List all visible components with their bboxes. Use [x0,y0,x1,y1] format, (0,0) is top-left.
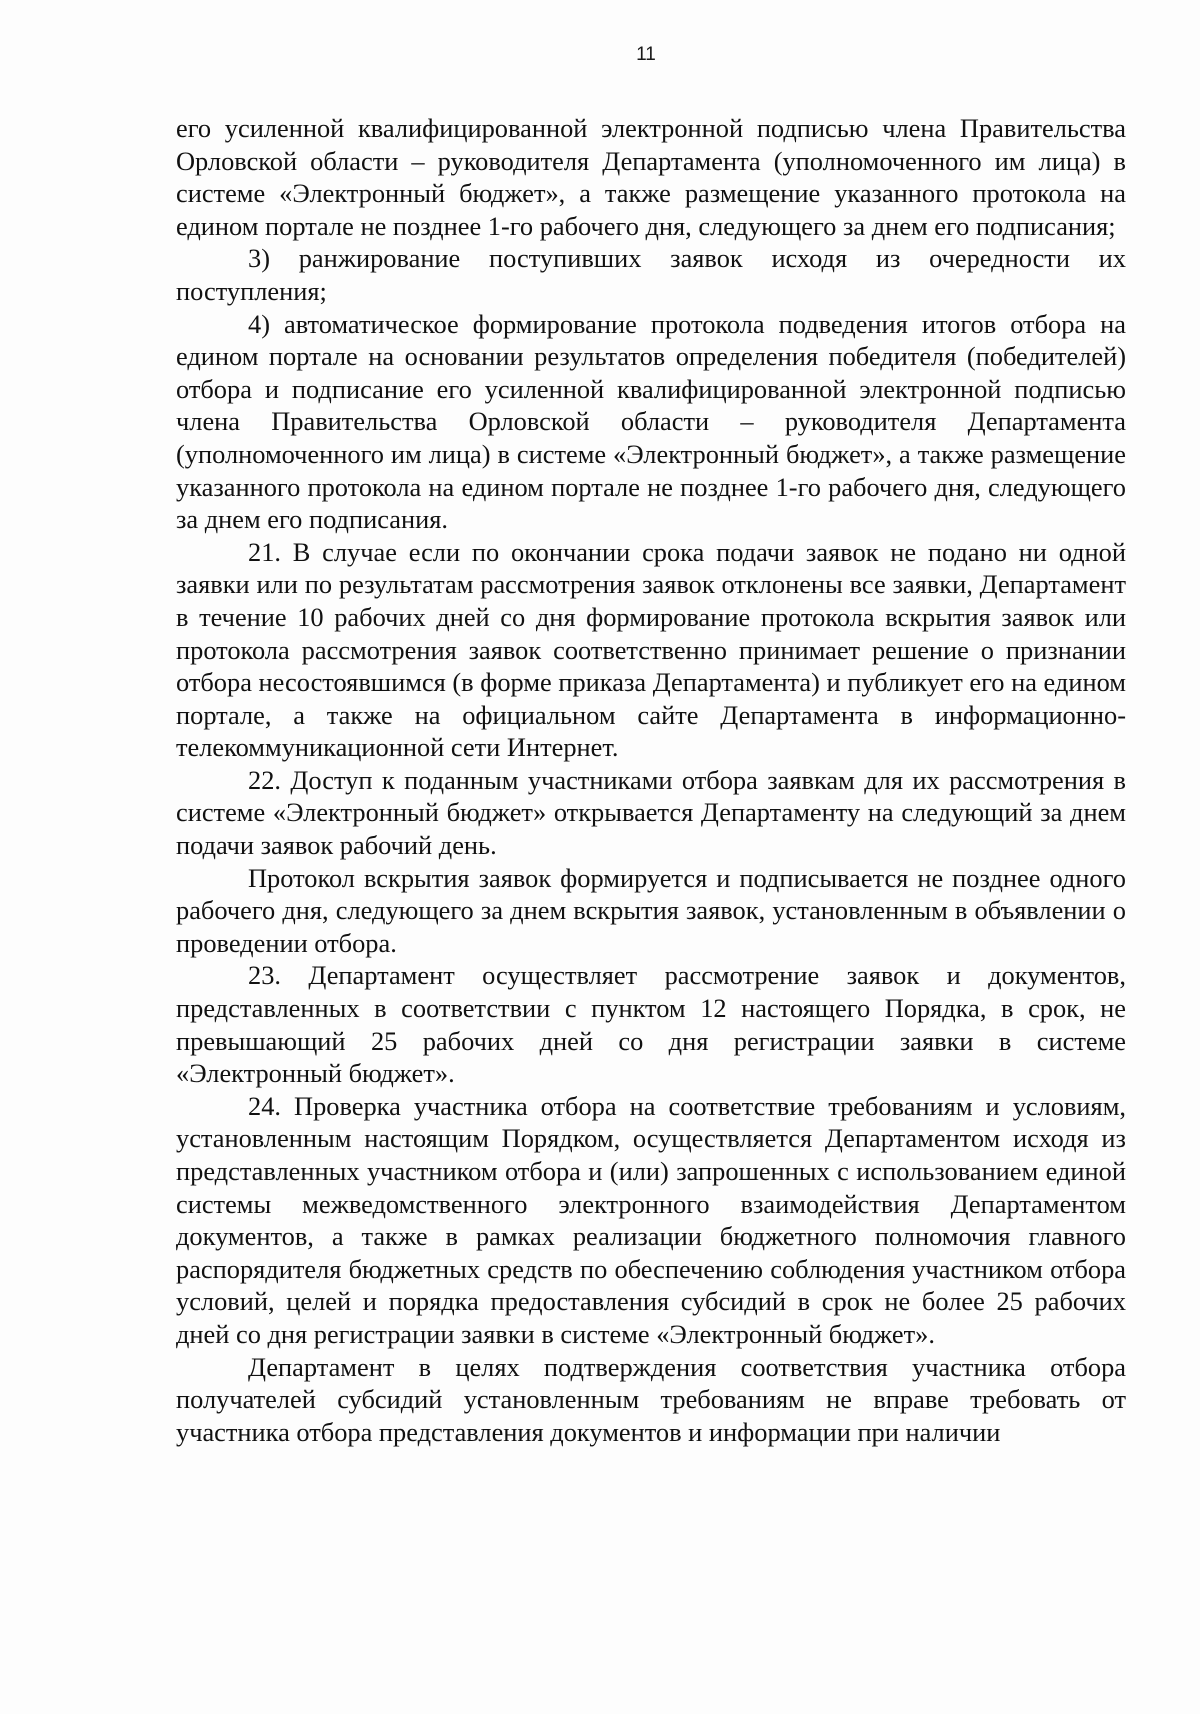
paragraph-6: Протокол вскрытия заявок формируется и подписывается не позднее одного рабочего дня, следующего за днем вскрытия заявок, установленным в объявлении о проведении отбора. [176,862,1126,958]
document-body [176,112,1126,1448]
paragraph-1: его усиленной квалифицированной электронной подписью члена Правительства Орловской области – руководителя Департамента (уполномоченного им лица) в системе «Электронный бюджет», а также размещение указанного протокола на едином портале не позднее 1-го рабочего дня, следующего за днем его подписания; [176,113,1126,241]
paragraph-2: 3) ранжирование поступивших заявок исходя из очередности их поступления; [176,243,1126,306]
page-number: 11 [636,44,656,65]
paragraph-5: 22. Доступ к поданным участниками отбора заявкам для их рассмотрения в системе «Электронный бюджет» открывается Департаменту на следующий за днем подачи заявок рабочий день. [176,764,1126,861]
paragraph-8: 24. Проверка участника отбора на соответствие требованиям и условиям, установленным настоящим Порядком, осуществляется Департаментом исходя из представленных участником отбора и (или) запрошенных с использованием единой системы межведомственного электронного взаимодействия Департаментом документов, а также в рамках реализации бюджетного полномочия главного распорядителя бюджетных средств по обеспечению соблюдения участником отбора условий, целей и порядка предоставления субсидий в срок не более 25 рабочих дней со дня регистрации заявки в системе «Электронный бюджет». [176,1090,1126,1349]
paragraph-7: 23. Департамент осуществляет рассмотрение заявок и документов, представленных в соответствии с пунктом 12 настоящего Порядка, в срок, не превышающий 25 рабочих дней со дня регистрации заявки в системе «Электронный бюджет». [176,960,1126,1089]
paragraph-3: 4) автоматическое формирование протокола подведения итогов отбора на едином портале на основании результатов определения победителя (победителей) отбора и подписание его усиленной квалифицированной электронной подписью члена Правительства Орловской области – руководителя Департамента (уполномоченного им лица) в системе «Электронный бюджет», а также размещение указанного протокола на едином портале не позднее 1-го рабочего дня, следующего за днем его подписания. [176,308,1126,535]
paragraph-9: Департамент в целях подтверждения соответствия участника отбора получателей субсидий установленным требованиям не вправе требовать от участника отбора представления документов и информации при наличии [176,1351,1126,1447]
paragraph-4: 21. В случае если по окончании срока подачи заявок не подано ни одной заявки или по результатам рассмотрения заявок отклонены все заявки, Департамент в течение 10 рабочих дней со дня формирование протокола вскрытия заявок или протокола рассмотрения заявок соответственно принимает решение о признании отбора несостоявшимся (в форме приказа Департамента) и публикует его на едином портале, а также на официальном сайте Департамента в информационно-телекоммуникационной сети Интернет. [176,536,1126,763]
